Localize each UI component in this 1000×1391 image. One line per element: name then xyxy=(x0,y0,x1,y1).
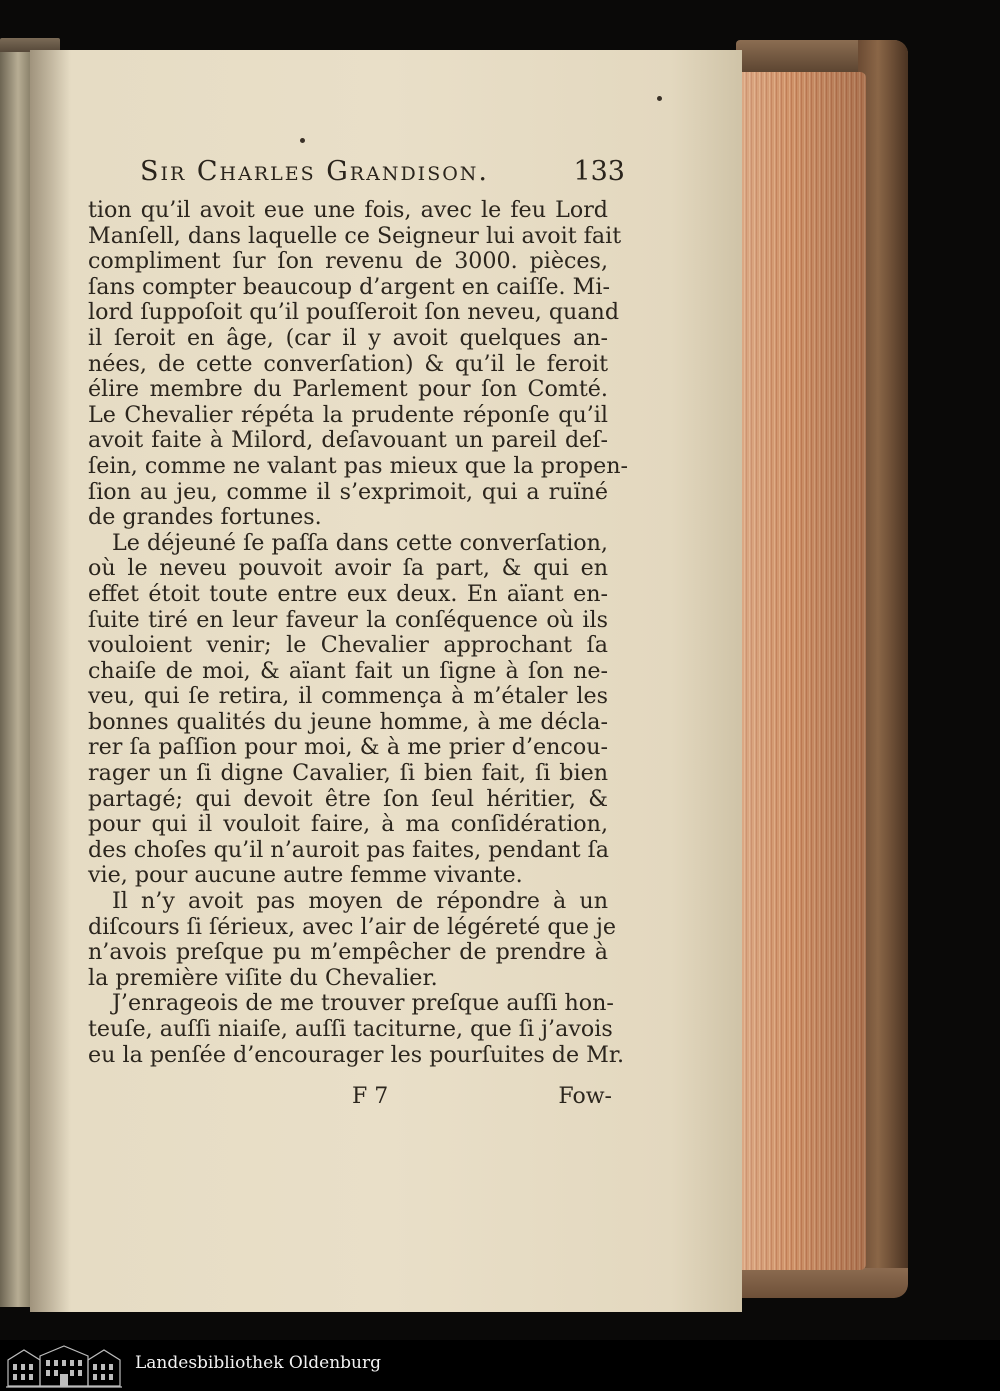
page-footer xyxy=(352,1084,612,1109)
text-line: avoit faite à Milord, deſavouant un pareil deſ- xyxy=(88,427,608,454)
text-line: ſans compter beaucoup d’argent en caiſſe. Mi- xyxy=(88,273,610,300)
text-line: Le déjeuné ſe paſſa dans cette converſation, xyxy=(112,529,608,556)
text-line: Il n’y avoit pas moyen de répondre à un xyxy=(112,888,608,915)
text-line: effet étoit toute entre eux deux. En aïant en- xyxy=(88,580,608,607)
text-line: eu la penſée d’encourager les pourſuites de Mr. xyxy=(88,1041,625,1068)
text-line: diſcours ſi ſérieux, avec l’air de légéreté que je xyxy=(88,913,617,940)
text-line: de grandes fortunes. xyxy=(88,504,322,531)
text-line: ſuite tiré en leur faveur la conſéquence où ils xyxy=(88,606,608,633)
ink-speck xyxy=(657,96,662,101)
text-line: n’avois preſque pu m’empêcher de prendre à xyxy=(88,939,608,966)
text-line: nées, de cette converſation) & qu’il le feroit xyxy=(88,350,608,377)
library-name: Landesbibliothek Oldenburg xyxy=(135,1353,382,1373)
text-line: il ſeroit en âge, (car il y avoit quelques an- xyxy=(88,324,608,351)
book-cover-bottom xyxy=(736,1268,908,1298)
ink-speck xyxy=(300,138,305,143)
text-line: chaiſe de moi, & aïant fait un ſigne à ſon ne- xyxy=(88,657,608,684)
running-title: Sir Charles Grandison. xyxy=(140,156,489,187)
text-line: rer ſa paſſion pour moi, & à me prier d’encou- xyxy=(88,734,608,761)
text-line: vie, pour aucune autre femme vivante. xyxy=(88,862,523,889)
left-page-edge xyxy=(0,52,30,1307)
text-line: Manſell, dans laquelle ce Seigneur lui avoit fait xyxy=(88,222,622,249)
catchword: Fow- xyxy=(558,1084,612,1109)
text-line: J’enrageois de me trouver preſque auſſi hon- xyxy=(112,990,614,1017)
text-line: compliment ſur ſon revenu de 3000. pièces, xyxy=(88,248,608,275)
fore-edge-shading xyxy=(738,72,866,1270)
text-line: des choſes qu’il n’auroit pas faites, pendant ſa xyxy=(88,836,610,863)
text-line: Le Chevalier répéta la prudente réponſe qu’il xyxy=(88,401,608,428)
page-number: 133 xyxy=(573,156,625,187)
text-line: lord ſuppoſoit qu’il pouſſeroit ſon neveu, quand xyxy=(88,299,620,326)
text-line: ſein, comme ne valant pas mieux que la propen- xyxy=(88,452,629,479)
text-line: ſion au jeu, comme il s’exprimoit, qui a ruïné xyxy=(88,478,608,505)
text-line: élire membre du Parlement pour ſon Comté. xyxy=(88,376,608,403)
text-line: teuſe, auſſi niaiſe, auſſi taciturne, que ſi j’avois xyxy=(88,1016,613,1042)
text-line: bonnes qualités du jeune homme, à me décla- xyxy=(88,708,608,735)
running-head xyxy=(140,156,625,187)
text-line: partagé; qui devoit être ſon ſeul héritier, & xyxy=(88,785,608,812)
body-text xyxy=(88,197,629,1068)
text-line: pour qui il vouloit faire, à ma conſidération, xyxy=(88,811,608,838)
text-line: veu, qui ſe retira, il commença à m’étaler les xyxy=(88,683,608,710)
text-line: la première viſite du Chevalier. xyxy=(88,964,438,991)
text-line: rager un ſi digne Cavalier, ſi bien fait, ſi bien xyxy=(88,760,608,787)
gutter-shadow xyxy=(30,50,70,1312)
text-line: tion qu’il avoit eue une fois, avec le feu Lord xyxy=(88,197,608,223)
signature-mark: F 7 xyxy=(352,1084,389,1109)
text-line: où le neveu pouvoit avoir ſa part, & qui en xyxy=(88,555,608,582)
library-building-icon xyxy=(4,1342,124,1390)
text-line: vouloient venir; le Chevalier approchant ſa xyxy=(88,632,608,659)
